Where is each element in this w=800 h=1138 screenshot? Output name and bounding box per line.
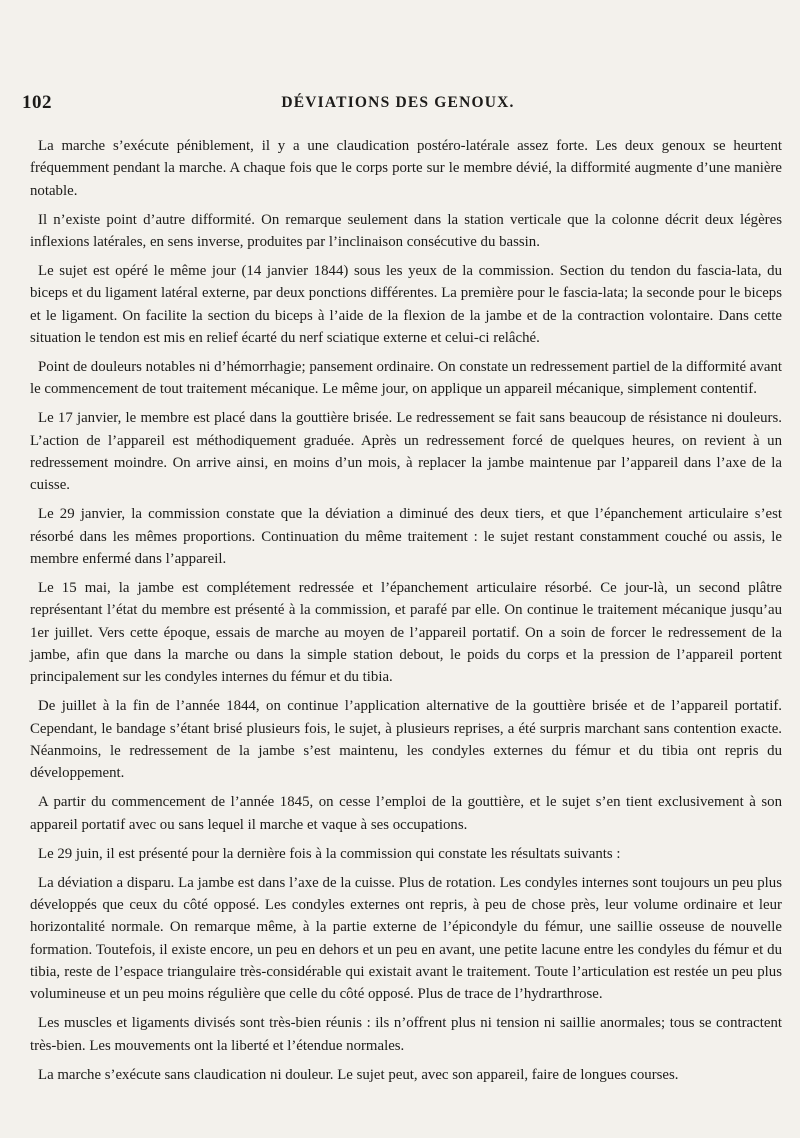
paragraph: La déviation a disparu. La jambe est dans l’axe de la cuisse. Plus de rotation. Les condyles internes sont toujours un peu plus développés que ceux du côté opposé. Les condyles externes ont repris, à peu de chose près, leur volume ordinaire et leur horizontalité normale. On remarque même, à la partie externe de l’épicondyle du fémur, une saillie osseuse de nouvelle formation. Toutefois, il existe encore, un peu en dehors et un peu en avant, une petite lacune entre les condyles du fémur et du tibia, reste de l’espace triangulaire très-considérable qui existait avant le traitement. Toute l’articulation est restée un peu plus volumineuse et un peu moins régulière que celle du côté opposé. Plus de trace de l’hydrarthrose.	[30, 874, 782, 1003]
running-title: DÉVIATIONS DES GENOUX.	[281, 94, 515, 111]
paragraph: Le 29 juin, il est présenté pour la dernière fois à la commission qui constate les résultats suivants :	[38, 845, 621, 862]
paragraph: La marche s’exécute péniblement, il y a une claudication postéro-latérale assez forte. Les deux genoux se heurtent fréquemment pendant la marche. A chaque fois que le corps porte sur le membre dévié, la difformité augmente d’une manière notable.	[30, 138, 782, 199]
paragraph: La marche s’exécute sans claudication ni douleur. Le sujet peut, avec son appareil, faire de longues courses.	[38, 1066, 679, 1083]
paragraph: A partir du commencement de l’année 1845, on cesse l’emploi de la gouttière, et le sujet s’en tient exclusivement à son appareil portatif avec ou sans lequel il marche et vaque à ses occupations.	[30, 794, 782, 833]
paragraph: Les muscles et ligaments divisés sont très-bien réunis : ils n’offrent plus ni tension ni saillie anormales; tous se contractent très-bien. Les mouvements ont la liberté et l’étendue normales.	[30, 1015, 782, 1054]
paragraph: Le 17 janvier, le membre est placé dans la gouttière brisée. Le redressement se fait sans beaucoup de résistance ni douleurs. L’action de l’appareil est méthodiquement graduée. Après un redressement forcé de quelques heures, on revient à un redressement moindre. On arrive ainsi, en moins d’un mois, à replacer la jambe maintenue par l’appareil dans l’axe de la cuisse.	[30, 410, 782, 494]
paragraph: De juillet à la fin de l’année 1844, on continue l’application alternative de la gouttière brisée et de l’appareil portatif. Cependant, le bandage s’étant brisé plusieurs fois, le sujet, à plusieurs reprises, a été surpris marchant sans contention exacte. Néanmoins, le redressement de la jambe s’est maintenu, les condyles externes du fémur et du tibia ont repris du développement.	[30, 698, 782, 782]
body-text	[30, 135, 782, 1093]
paragraph: Le 15 mai, la jambe est complétement redressée et l’épanchement articulaire résorbé. Ce jour-là, un second plâtre représentant l’état du membre est présenté à la commission, et parafé par elle. On continue le traitement mécanique jusqu’au 1er juillet. Vers cette époque, essais de marche au moyen de l’appareil portatif. On a soin de forcer le redressement de la jambe, afin que dans la marche ou dans la simple station debout, le poids du corps et la pression de l’appareil portent principalement sur les condyles internes du fémur et du tibia.	[30, 580, 782, 686]
paragraph: Le sujet est opéré le même jour (14 janvier 1844) sous les yeux de la commission. Section du tendon du fascia-lata, du biceps et du ligament latéral externe, par deux ponctions différentes. La première pour le fascia-lata; la seconde pour le biceps et le ligament. On facilite la section du biceps à l’aide de la flexion de la jambe et de la contraction volontaire. Dans cette situation le tendon est mis en relief écarté du nerf sciatique externe et celui-ci relâché.	[30, 263, 782, 346]
paragraph: Il n’existe point d’autre difformité. On remarque seulement dans la station verticale que la colonne décrit deux légères inflexions latérales, en sens inverse, produites par l’inclinaison consécutive du bassin.	[30, 211, 782, 250]
page-number: 102	[22, 92, 52, 113]
page-header	[22, 92, 774, 116]
paragraph: Point de douleurs notables ni d’hémorrhagie; pansement ordinaire. On constate un redressement partiel de la difformité avant le commencement de tout traitement mécanique. Le même jour, on applique un appareil mécanique, simplement contentif.	[30, 359, 782, 398]
paragraph: Le 29 janvier, la commission constate que la déviation a diminué des deux tiers, et que l’épanchement articulaire s’est résorbé dans les mêmes proportions. Continuation du même traitement : le sujet restant constamment couché ou assis, le membre enfermé dans l’appareil.	[30, 506, 782, 568]
